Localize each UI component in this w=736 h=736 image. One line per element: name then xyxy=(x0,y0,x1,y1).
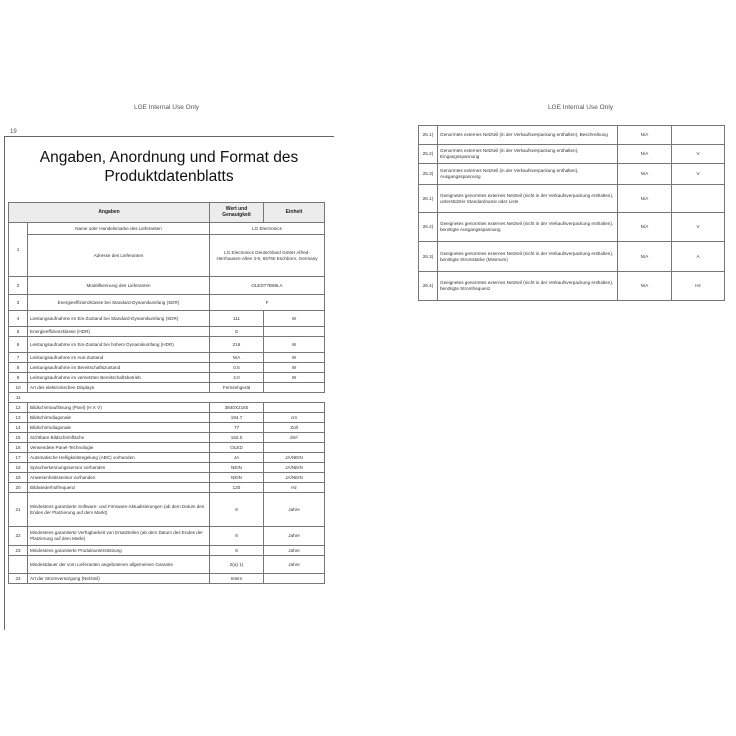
row-number: 20 xyxy=(9,483,28,493)
row-unit xyxy=(264,574,325,584)
table-row-gap xyxy=(9,393,325,403)
table-row xyxy=(9,433,325,443)
table-row xyxy=(9,574,325,584)
table-row xyxy=(9,277,325,295)
row-unit: JA/NEIN xyxy=(264,473,325,483)
page-number: 19 xyxy=(10,129,17,135)
row-number: 26.4) xyxy=(419,272,438,301)
row-value: N/A xyxy=(618,242,672,272)
row-label: Mindestens garantierte Verfügbarkeit von Ersatzteilen (ab dem Datum des Endes der Platzierung auf dem Markt) xyxy=(28,527,210,546)
row-unit: W xyxy=(264,311,325,327)
table-row xyxy=(419,185,725,213)
row-unit: V xyxy=(672,145,725,164)
row-value: 2.0 xyxy=(210,373,264,383)
table-row xyxy=(9,373,325,383)
table-row xyxy=(419,145,725,164)
row-number: 15 xyxy=(9,433,28,443)
row-value: Intern xyxy=(210,574,264,584)
row-number: 25.3) xyxy=(419,164,438,185)
row-number: 6 xyxy=(9,337,28,353)
row-number: 18 xyxy=(9,463,28,473)
row-label: Genormtes externes Netzteil (in der Verkaufsverpackung enthalten), Ausgangsspannung xyxy=(438,164,618,185)
row-number: 10 xyxy=(9,383,28,393)
table-row xyxy=(9,311,325,327)
row-value: N/A xyxy=(618,272,672,301)
row-label: Leistungsaufnahme im vernetzten Bereitschaftsbetrieb xyxy=(28,373,210,383)
row-label: Leistungsaufnahme im Ein-Zustand bei Standard-Dynamikumfang (SDR) xyxy=(28,311,210,327)
row-value: 120 xyxy=(210,483,264,493)
row-label: Geeignetes genormtes externes Netzteil (nicht in der Verkaufsverpackung enthalten), benötigte Stromstärke (Minimum) xyxy=(438,242,618,272)
header-right: LGE Internal Use Only xyxy=(548,104,614,111)
row-number: 7 xyxy=(9,353,28,363)
row-value: 8 xyxy=(210,527,264,546)
row-label: Mindestens garantierte Software- und Firmware-Aktualisierungen (ab dem Datum des Endes der Platzierung auf dem Markt) xyxy=(28,493,210,527)
table-row xyxy=(9,473,325,483)
row-unit: V xyxy=(672,164,725,185)
row-value: N/A xyxy=(618,185,672,213)
table-row xyxy=(9,527,325,546)
row-unit xyxy=(264,403,325,413)
table-row xyxy=(9,546,325,556)
row-unit: Jahre xyxy=(264,546,325,556)
row-value: 8 xyxy=(210,546,264,556)
row-label: Sichtbare Bildschirmfläche xyxy=(28,433,210,443)
col-header-angaben: Angaben xyxy=(9,203,210,223)
row-label: Verwendete Panel-Technologie xyxy=(28,443,210,453)
row-value: Fernsehgerät xyxy=(210,383,264,393)
table-row xyxy=(9,295,325,311)
table-row xyxy=(419,126,725,145)
row-label: Leistungsaufnahme im Bereitschaftszustand xyxy=(28,363,210,373)
table-row xyxy=(419,242,725,272)
row-number: 9 xyxy=(9,373,28,383)
row-unit xyxy=(264,443,325,453)
row-number: 14 xyxy=(9,423,28,433)
row-value: NEIN xyxy=(210,463,264,473)
row-number: 22 xyxy=(9,527,28,546)
row-unit: JA/NEIN xyxy=(264,453,325,463)
row-value: OLED xyxy=(210,443,264,453)
row-value: 2(a) 1) xyxy=(210,556,264,574)
row-label: Mindestdauer der vom Lieferanten angebotenen allgemeinen Garantie xyxy=(28,556,210,574)
table-row xyxy=(9,337,325,353)
row-value: N/A xyxy=(618,145,672,164)
row-label: Genormtes externes Netzteil (in der Verkaufsverpackung enthalten), Eingangsspannung xyxy=(438,145,618,164)
table-row xyxy=(9,403,325,413)
row-number: 1 xyxy=(9,223,28,277)
row-label: Genormtes externes Netzteil (in der Verkaufsverpackung enthalten), Beschreibung xyxy=(438,126,618,145)
row-value: N/A xyxy=(618,126,672,145)
col-header-einheit: Einheit xyxy=(264,203,325,223)
row-number: 2 xyxy=(9,277,28,295)
table-row xyxy=(9,423,325,433)
row-number xyxy=(9,556,28,574)
row-label: Bildwiederholfrequenz xyxy=(28,483,210,493)
row-label: Bildschirmdiagonale xyxy=(28,423,210,433)
row-number: 8 xyxy=(9,363,28,373)
table-row xyxy=(9,483,325,493)
row-value: 77 xyxy=(210,423,264,433)
row-value: 194.7 xyxy=(210,413,264,423)
row-number: 21 xyxy=(9,493,28,527)
row-label: Art des elektronischen Displays xyxy=(28,383,210,393)
row-value: LG Electronics xyxy=(210,223,325,235)
row-label: Energieeffizienzklasse (HDR) xyxy=(28,327,210,337)
row-number: 24 xyxy=(9,574,28,584)
row-value: NEIN xyxy=(210,473,264,483)
row-number: 12 xyxy=(9,403,28,413)
row-value: LG Electronics Deutschland GmbH Alfred-Herrhausen-Allee 3-5, 65760 Eschborn, Germany xyxy=(210,235,325,277)
row-label: Geeignetes genormtes externes Netzteil (nicht in der Verkaufsverpackung enthalten), benötigte Ausgangsspannung xyxy=(438,213,618,242)
row-unit xyxy=(672,185,725,213)
table-row xyxy=(9,353,325,363)
row-value: 3840X2160 xyxy=(210,403,264,413)
row-number: 5 xyxy=(9,327,28,337)
row-label: Leistungsaufnahme im Ein-Zustand bei hohem Dynamikumfang (HDR) xyxy=(28,337,210,353)
row-number: 26.2) xyxy=(419,213,438,242)
row-label: Spracherkennungssensor vorhanden xyxy=(28,463,210,473)
row-number: 25.2) xyxy=(419,145,438,164)
row-unit: Hz xyxy=(264,483,325,493)
row-label: Leistungsaufnahme im Aus-Zustand xyxy=(28,353,210,363)
page-title xyxy=(4,148,334,186)
row-value: F xyxy=(210,295,325,311)
row-number: 26.1) xyxy=(419,185,438,213)
table-row xyxy=(419,164,725,185)
row-label: Energieeffizienzklasse bei Standard-Dynamikumfang (SDR) xyxy=(28,295,210,311)
table-row xyxy=(9,383,325,393)
table-row xyxy=(9,235,325,277)
col-header-wert: Wert und Genauigkeit xyxy=(210,203,264,223)
row-value: N/A xyxy=(210,353,264,363)
table-row xyxy=(9,327,325,337)
row-label: Name oder Handelsmarke des Lieferanten xyxy=(28,223,210,235)
product-data-table-right xyxy=(418,125,725,301)
row-value: N/A xyxy=(618,164,672,185)
row-number: 16 xyxy=(9,443,28,453)
row-unit: W xyxy=(264,353,325,363)
table-row xyxy=(9,413,325,423)
row-value: OLED77B68LA xyxy=(210,277,325,295)
row-unit xyxy=(264,383,325,393)
row-label: Adresse des Lieferanten xyxy=(28,235,210,277)
row-number: 13 xyxy=(9,413,28,423)
product-data-table-left xyxy=(8,202,325,584)
row-number: 4 xyxy=(9,311,28,327)
row-unit: V xyxy=(672,213,725,242)
row-unit: JA/NEIN xyxy=(264,463,325,473)
row-unit: Jahre xyxy=(264,527,325,546)
row-value: 162.0 xyxy=(210,433,264,443)
row-unit xyxy=(264,327,325,337)
row-unit: cm xyxy=(264,413,325,423)
table-row xyxy=(419,272,725,301)
row-value: 8 xyxy=(210,493,264,527)
table-row xyxy=(9,443,325,453)
table-row xyxy=(9,463,325,473)
row-label: Art der Stromversorgung (Netzteil) xyxy=(28,574,210,584)
row-label: Bildschirmauflösung (Pixel) (H X V) xyxy=(28,403,210,413)
table-row xyxy=(9,556,325,574)
row-unit: dm² xyxy=(264,433,325,443)
row-value: 216 xyxy=(210,337,264,353)
row-number: 11 xyxy=(9,393,28,403)
row-unit: Jahre xyxy=(264,556,325,574)
row-label: Modellkennung des Lieferanten xyxy=(28,277,210,295)
title-line-1: Angaben, Anordnung und Format des xyxy=(39,149,299,166)
row-unit: Jahre xyxy=(264,493,325,527)
row-unit: W xyxy=(264,373,325,383)
row-label: Mindestens garantierte Produktunterstützung xyxy=(28,546,210,556)
table-row xyxy=(9,493,325,527)
table-row xyxy=(419,213,725,242)
row-unit xyxy=(672,126,725,145)
row-number: 26.3) xyxy=(419,242,438,272)
row-value: 111 xyxy=(210,311,264,327)
row-number: 17 xyxy=(9,453,28,463)
row-value: JA xyxy=(210,453,264,463)
header-left: LGE Internal Use Only xyxy=(134,104,200,111)
row-label: Automatische Helligkeitsregelung (ABC) vorhanden xyxy=(28,453,210,463)
row-number: 25.1) xyxy=(419,126,438,145)
title-line-2: Produktdatenblatts xyxy=(104,168,234,185)
table-row xyxy=(9,453,325,463)
table-header-row xyxy=(9,203,325,223)
row-unit: A xyxy=(672,242,725,272)
row-unit: Zoll xyxy=(264,423,325,433)
row-value: N/A xyxy=(618,213,672,242)
table-row xyxy=(9,223,325,235)
row-number: 23 xyxy=(9,546,28,556)
row-unit: W xyxy=(264,363,325,373)
row-number: 19 xyxy=(9,473,28,483)
row-unit: W xyxy=(264,337,325,353)
row-label: Anwesenheitssensor vorhanden xyxy=(28,473,210,483)
row-value: 0.5 xyxy=(210,363,264,373)
table-row xyxy=(9,363,325,373)
row-label: Bildschirmdiagonale xyxy=(28,413,210,423)
row-label: Geeignetes genormtes externes Netzteil (nicht in der Verkaufsverpackung enthalten), unterstützter Standardname oder Liste xyxy=(438,185,618,213)
row-number: 3 xyxy=(9,295,28,311)
row-label: Geeignetes genormtes externes Netzteil (nicht in der Verkaufsverpackung enthalten), benötigte Stromfrequenz xyxy=(438,272,618,301)
row-value: G xyxy=(210,327,264,337)
row-unit: Hz xyxy=(672,272,725,301)
row-label xyxy=(28,393,325,403)
